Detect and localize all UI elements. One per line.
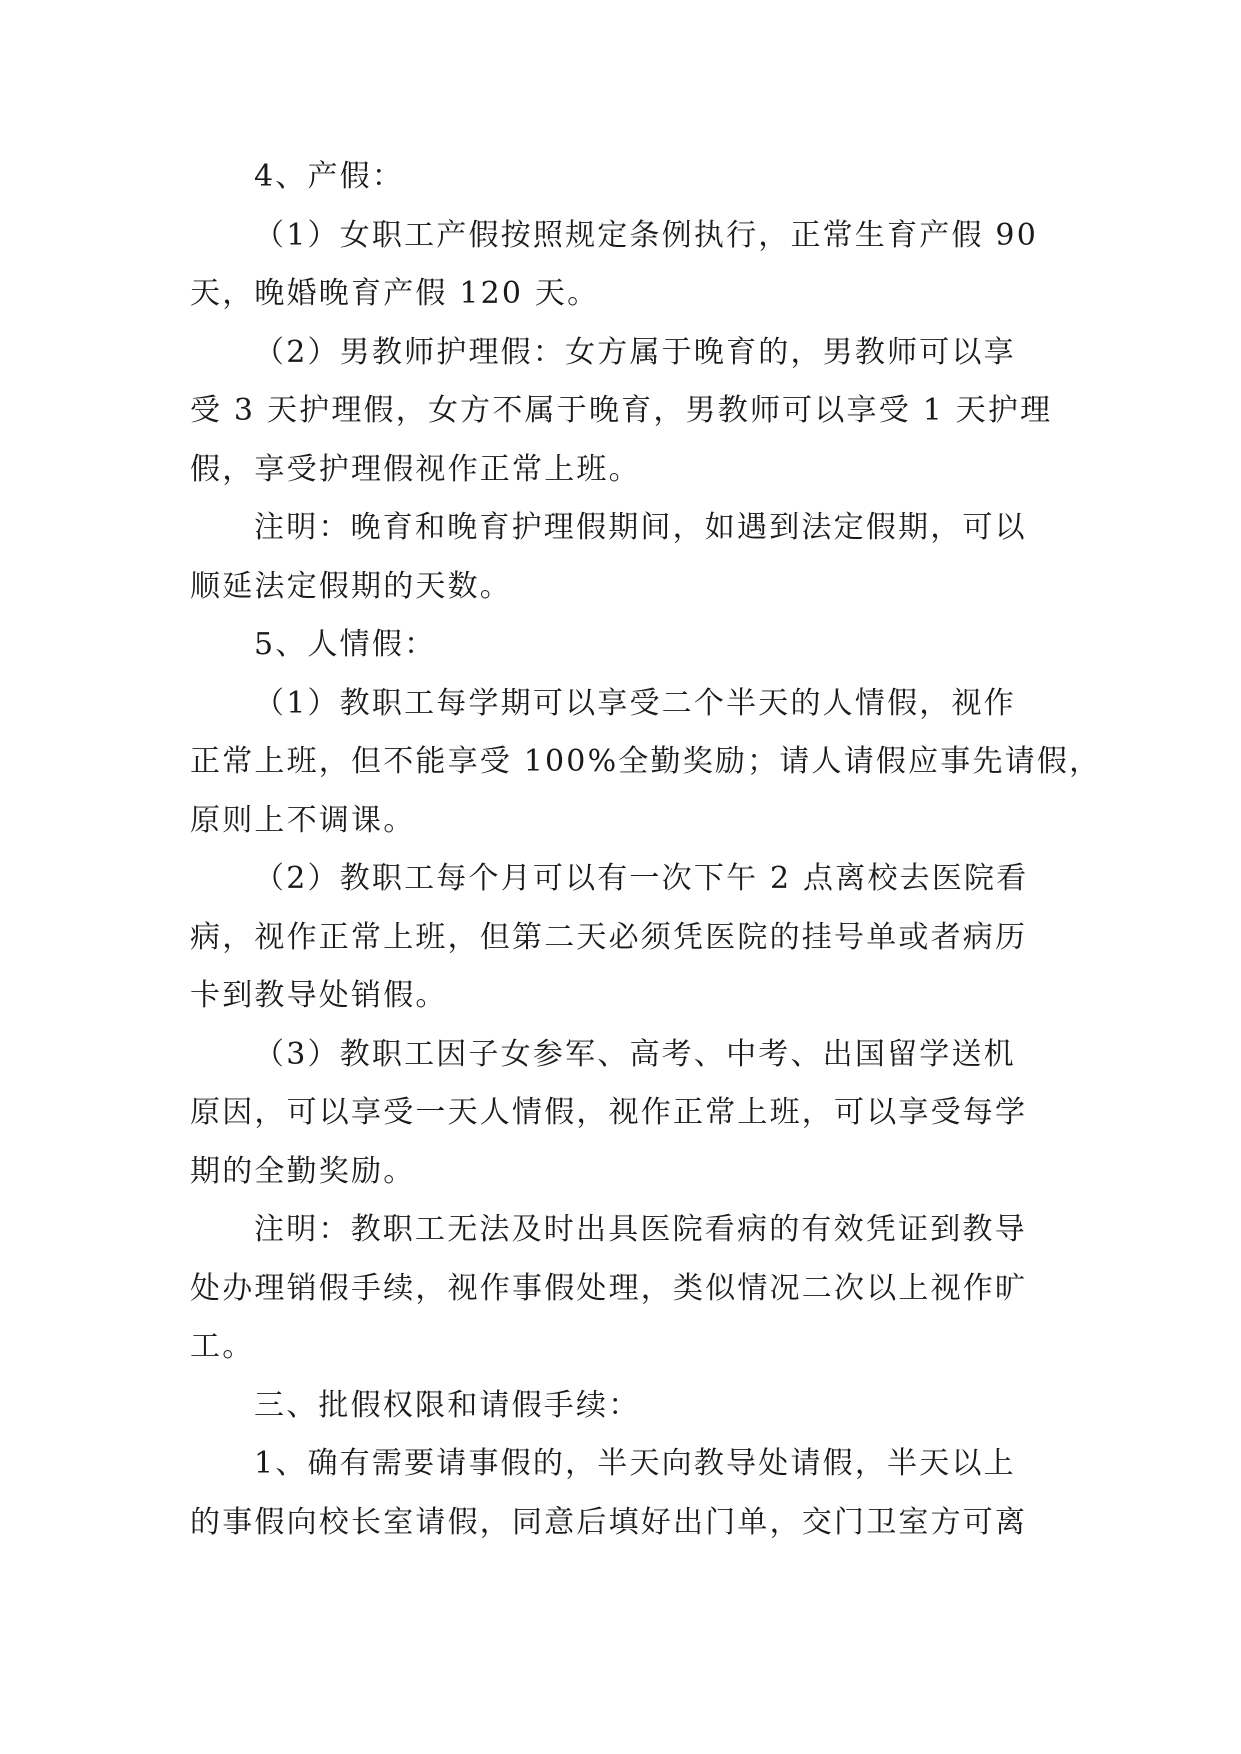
- document-body: [190, 148, 1102, 1552]
- text-line: 注明：晚育和晚育护理假期间，如遇到法定假期，可以: [254, 510, 1027, 545]
- text-line: （1）女职工产假按照规定条例执行，正常生育产假 90: [254, 217, 1038, 253]
- text-line: 的事假向校长室请假，同意后填好出门单，交门卫室方可离: [190, 1504, 1028, 1540]
- text-line: 1、确有需要请事假的，半天向教导处请假，半天以上: [254, 1446, 1016, 1481]
- text-line: （3）教职工因子女参军、高考、中考、出国留学送机: [254, 1036, 1016, 1072]
- text-line: 工。: [190, 1329, 255, 1364]
- text-line: 三、批假权限和请假手续：: [254, 1387, 641, 1423]
- text-line: 注明：教职工无法及时出具医院看病的有效凭证到教导: [254, 1212, 1027, 1247]
- text-line: 正常上班，但不能享受 100%全勤奖励；请人请假应事先请假，: [190, 744, 1102, 779]
- text-line: 假，享受护理假视作正常上班。: [190, 451, 641, 487]
- text-line: 顺延法定假期的天数。: [190, 568, 512, 604]
- text-line: （2）男教师护理假：女方属于晚育的，男教师可以享: [254, 334, 1016, 370]
- text-line: 卡到教导处销假。: [190, 978, 448, 1013]
- text-line: 病，视作正常上班，但第二天必须凭医院的挂号单或者病历: [190, 919, 1028, 955]
- text-line: 受 3 天护理假，女方不属于晚育，男教师可以享受 1 天护理: [190, 393, 1053, 428]
- text-line: 处办理销假手续，视作事假处理，类似情况二次以上视作旷: [190, 1270, 1028, 1306]
- text-line: 天，晚婚晚育产假 120 天。: [190, 276, 600, 311]
- text-line: 原则上不调课。: [190, 802, 416, 838]
- text-line: 原因，可以享受一天人情假，视作正常上班，可以享受每学: [190, 1095, 1028, 1130]
- text-line: 期的全勤奖励。: [190, 1153, 416, 1189]
- text-line: （2）教职工每个月可以有一次下午 2 点离校去医院看: [254, 861, 1029, 896]
- text-line: 4、产假：: [254, 159, 405, 194]
- text-line: （1）教职工每学期可以享受二个半天的人情假，视作: [254, 685, 1016, 721]
- text-line: 5、人情假：: [254, 627, 437, 662]
